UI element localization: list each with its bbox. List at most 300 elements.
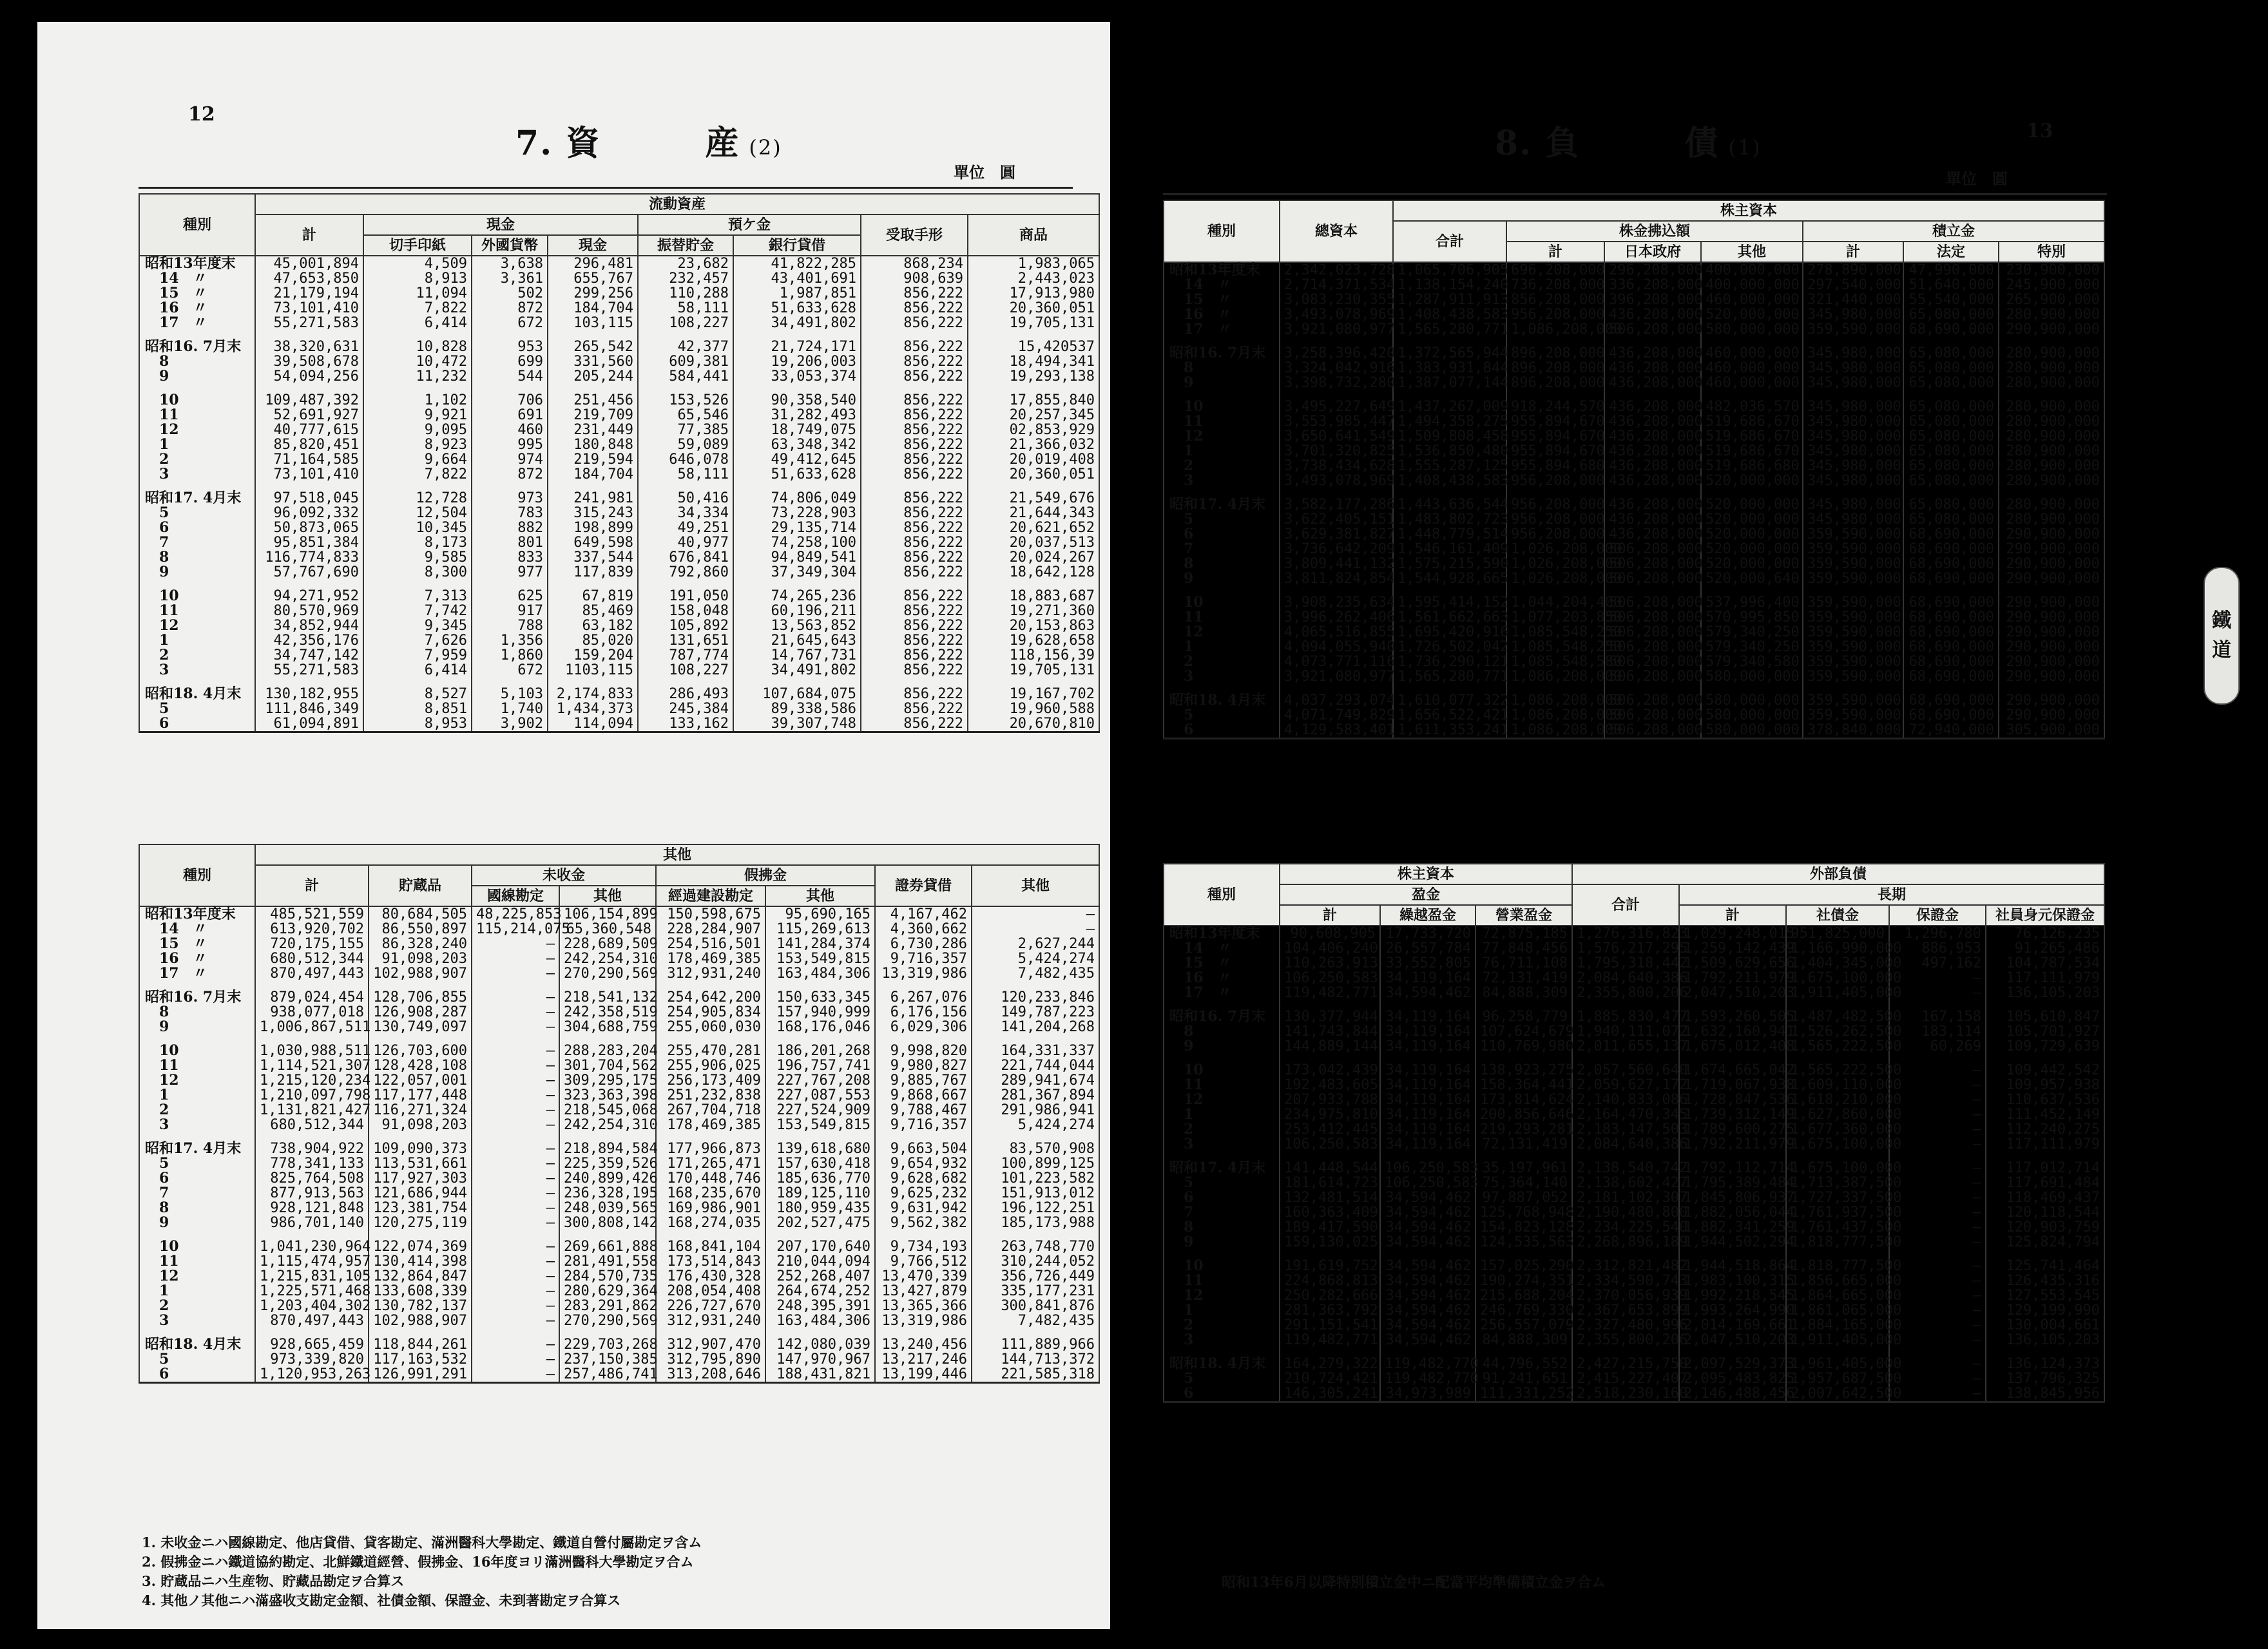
table-cell: 1,030,988,511 <box>255 1044 369 1058</box>
table-cell: 19,705,131 <box>968 316 1099 330</box>
table-cell: 833 <box>472 550 548 565</box>
table-cell: 180,848 <box>548 437 638 452</box>
table-row <box>1164 941 2104 956</box>
col-total: 計 <box>1803 242 1903 262</box>
table-cell: 210,724,421 <box>1280 1371 1380 1386</box>
table-row <box>1164 586 2104 595</box>
spacer-cell <box>255 1230 369 1239</box>
table-cell: — <box>1889 1161 1986 1176</box>
table-row <box>1164 1063 2104 1078</box>
col-category: 種別 <box>139 844 255 906</box>
table-cell: 3,582,177,286 <box>1280 497 1393 512</box>
table-cell: 121,686,944 <box>369 1186 472 1201</box>
table-cell: 146,305,241 <box>1280 1386 1380 1402</box>
table-cell: 104,787,534 <box>1986 956 2104 971</box>
table-cell: 506,208,000 <box>1604 571 1701 586</box>
spacer-cell <box>1280 1152 1380 1161</box>
table-row <box>1164 497 2104 512</box>
footnote-right: 昭和13年6月以降特別積立金中ニ配當平均準備積立金ヲ合ム <box>1222 1574 1606 1591</box>
table-cell: 75,364,140 <box>1475 1176 1572 1190</box>
table-cell: 250,282,666 <box>1280 1288 1380 1303</box>
table-cell: 151,913,012 <box>972 1186 1099 1201</box>
table-cell: 263,748,770 <box>972 1239 1099 1254</box>
table-cell: 18,883,687 <box>968 589 1099 604</box>
table-cell: 1,610,077,322 <box>1393 693 1506 708</box>
table-cell: 227,087,553 <box>765 1088 875 1103</box>
table-cell: 109,090,373 <box>369 1141 472 1156</box>
table-cell: 138,845,956 <box>1986 1386 2104 1402</box>
table-cell: 136,105,203 <box>1986 986 2104 1000</box>
table-cell: 6,730,286 <box>875 937 972 951</box>
table-row <box>139 1171 1099 1186</box>
table-cell: 345,980,000 <box>1803 459 1903 473</box>
table-cell: 256,173,409 <box>656 1073 765 1088</box>
table-cell: 200,856,646 <box>1475 1107 1572 1122</box>
table-cell: 65,080,000 <box>1903 307 1999 322</box>
table-cell: 48,225,853 <box>472 906 559 922</box>
table-row <box>139 1005 1099 1020</box>
table-cell: 20,360,051 <box>968 467 1099 482</box>
table-cell: 3,701,320,825 <box>1280 444 1393 459</box>
table-row <box>139 1313 1099 1328</box>
table-row <box>1164 610 2104 625</box>
table-cell: 436,208,000 <box>1604 429 1701 444</box>
table-cell: 7,959 <box>363 648 472 663</box>
table-cell: 34,119,164 <box>1380 1078 1475 1092</box>
spacer-cell <box>1999 390 2104 399</box>
table-row <box>139 990 1099 1005</box>
spacer-cell <box>548 330 638 339</box>
table-cell: 2,047,510,203 <box>1679 986 1786 1000</box>
table-cell: 1,210,097,798 <box>255 1088 369 1103</box>
row-label: 17 〃 <box>1164 322 1280 337</box>
table-cell: — <box>472 1254 559 1269</box>
table-cell: 8,527 <box>363 687 472 701</box>
table-cell: 1,443,636,544 <box>1393 497 1506 512</box>
table-row <box>1164 1273 2104 1288</box>
table-cell: 20,257,345 <box>968 408 1099 423</box>
table-cell: 47,990,000 <box>1903 262 1999 278</box>
table-cell: 1,882,056,044 <box>1679 1205 1786 1220</box>
table-cell: 65,080,000 <box>1903 429 1999 444</box>
table-cell: 65,546 <box>638 408 733 423</box>
row-label: 8 <box>139 1005 255 1020</box>
row-label: 1 <box>1164 444 1280 459</box>
table-cell: 1,372,565,944 <box>1393 346 1506 361</box>
table-cell: 288,283,204 <box>559 1044 656 1058</box>
table-cell: 2,370,056,939 <box>1572 1288 1679 1303</box>
table-row <box>1164 292 2104 307</box>
table-row <box>1164 337 2104 346</box>
col-construction: 經過建設勘定 <box>656 886 765 906</box>
table-cell: 105,892 <box>638 618 733 633</box>
row-label: 9 <box>1164 376 1280 390</box>
table-row <box>1164 654 2104 669</box>
table-cell: 2,014,169,661 <box>1679 1318 1786 1333</box>
table-cell: — <box>472 951 559 966</box>
table-cell: 1,077,203,850 <box>1506 610 1604 625</box>
table-cell: 19,293,138 <box>968 369 1099 384</box>
table-row <box>139 604 1099 618</box>
table-cell: 856,222 <box>861 423 968 437</box>
table-cell: 178,469,385 <box>656 951 765 966</box>
table-row <box>1164 390 2104 399</box>
table-cell: 65,080,000 <box>1903 361 1999 376</box>
table-cell: 34,119,164 <box>1380 1024 1475 1039</box>
table-cell: 39,307,748 <box>733 716 861 732</box>
table-cell: 6,267,076 <box>875 990 972 1005</box>
table-cell: 506,208,000 <box>1604 610 1701 625</box>
table-cell: 91,098,203 <box>369 1118 472 1132</box>
spacer-cell <box>1572 1250 1679 1259</box>
table-cell: 3,738,434,628 <box>1280 459 1393 473</box>
table-cell: 436,208,000 <box>1604 473 1701 488</box>
spacer-cell <box>968 384 1099 393</box>
table-cell: 4,037,293,074 <box>1280 693 1393 708</box>
table-cell: 580,000,000 <box>1701 708 1803 723</box>
table-cell: 34,594,462 <box>1380 986 1475 1000</box>
table-row <box>1164 414 2104 429</box>
spacer-cell <box>1604 586 1701 595</box>
table-cell: 2,183,147,503 <box>1572 1122 1679 1137</box>
row-label: 11 <box>1164 610 1280 625</box>
table-cell: — <box>1889 971 1986 986</box>
table-cell: 1,576,217,295 <box>1572 941 1679 956</box>
table-cell: 9,716,357 <box>875 951 972 966</box>
table-cell: 460,000,000 <box>1701 292 1803 307</box>
table-cell: 506,208,000 <box>1604 669 1701 684</box>
table-cell: 953 <box>472 339 548 354</box>
table-row <box>1164 1161 2104 1176</box>
spacer-cell <box>255 1328 369 1337</box>
table-cell: 110,637,536 <box>1986 1092 2104 1107</box>
table-cell: 345,980,000 <box>1803 376 1903 390</box>
table-cell: 297,540,000 <box>1803 278 1903 292</box>
table-cell: 1,993,264,990 <box>1679 1303 1786 1318</box>
table-cell: 1,448,779,514 <box>1393 527 1506 542</box>
row-label: 8 <box>139 550 255 565</box>
table-cell: 290,900,000 <box>1999 693 2104 708</box>
row-label: 昭和16. 7月末 <box>139 339 255 354</box>
table-cell: 132,864,847 <box>369 1269 472 1284</box>
table-cell: 579,340,250 <box>1701 625 1803 640</box>
table-cell: — <box>1889 986 1986 1000</box>
table-cell: 118,156,39 <box>968 648 1099 663</box>
spacer-cell <box>369 1328 472 1337</box>
table-cell: 1,677,360,000 <box>1786 1122 1889 1137</box>
table-cell: 14,767,731 <box>733 648 861 663</box>
table-cell: 1,561,662,663 <box>1393 610 1506 625</box>
table-cell: 290,900,000 <box>1999 654 2104 669</box>
row-label: 10 <box>139 393 255 408</box>
table-row <box>1164 361 2104 376</box>
table-cell: 73,101,410 <box>255 301 363 316</box>
table-cell: 269,661,888 <box>559 1239 656 1254</box>
row-label: 1 <box>139 1284 255 1299</box>
table-cell: 51,633,628 <box>733 301 861 316</box>
spacer-cell <box>875 1034 972 1044</box>
spacer-cell <box>733 384 861 393</box>
table-cell: 180,959,435 <box>765 1201 875 1215</box>
spacer-cell <box>1380 1000 1475 1009</box>
table-cell: 1,713,387,500 <box>1786 1176 1889 1190</box>
table-cell: 11,094 <box>363 286 472 301</box>
table-cell: 96,092,332 <box>255 506 363 520</box>
table-cell: 506,208,000 <box>1604 654 1701 669</box>
table-cell: 138,923,275 <box>1475 1063 1572 1078</box>
spacer-cell <box>1280 586 1393 595</box>
row-label: 7 <box>1164 1205 1280 1220</box>
table-cell: 280,900,000 <box>1999 376 2104 390</box>
table-cell: 9,664 <box>363 452 472 467</box>
row-label: 7 <box>139 535 255 550</box>
table-cell: 131,651 <box>638 633 733 648</box>
table-cell: 34,119,164 <box>1380 1009 1475 1024</box>
table-cell: 34,119,164 <box>1380 1107 1475 1122</box>
table-cell: 1,115,474,957 <box>255 1254 369 1269</box>
table-cell: 1,114,521,307 <box>255 1058 369 1073</box>
table-cell: 323,363,398 <box>559 1088 656 1103</box>
table-cell: 110,288 <box>638 286 733 301</box>
table-cell: 68,690,000 <box>1903 571 1999 586</box>
spacer-cell <box>1889 1348 1986 1357</box>
table-cell: 109,957,938 <box>1986 1078 2104 1092</box>
table-cell: 77,385 <box>638 423 733 437</box>
spacer-cell <box>875 1132 972 1141</box>
table-cell: 956,208,000 <box>1506 512 1604 527</box>
table-cell: 51,640,000 <box>1903 278 1999 292</box>
table-cell: 345,980,000 <box>1803 361 1903 376</box>
table-cell: 73,228,903 <box>733 506 861 520</box>
table-cell: 33,552,805 <box>1380 956 1475 971</box>
table-cell: 120,118,544 <box>1986 1205 2104 1220</box>
table-cell: 1,675,100,000 <box>1786 971 1889 986</box>
table-row <box>1164 926 2104 941</box>
spacer-cell <box>472 330 548 339</box>
table-cell: 1,026,208,000 <box>1506 542 1604 557</box>
table-cell: 231,449 <box>548 423 638 437</box>
table-cell: 917 <box>472 604 548 618</box>
table-row <box>1164 1220 2104 1235</box>
table-cell: 1,728,847,536 <box>1679 1092 1786 1107</box>
table-cell: 856,222 <box>861 467 968 482</box>
table-cell: 133,608,339 <box>369 1284 472 1299</box>
table-cell: 290,900,000 <box>1999 669 2104 684</box>
table-cell: 41,822,285 <box>733 256 861 271</box>
table-cell: 205,244 <box>548 369 638 384</box>
table-cell: 254,905,834 <box>656 1005 765 1020</box>
table-cell: 580,000,000 <box>1701 669 1803 684</box>
col-category: 種別 <box>1164 864 1280 926</box>
table-cell: 787,774 <box>638 648 733 663</box>
table-cell: 84,888,309 <box>1475 1333 1572 1348</box>
table-cell: 2,355,800,206 <box>1572 986 1679 1000</box>
table-cell: 519,686,670 <box>1701 444 1803 459</box>
table-cell: 856,222 <box>861 604 968 618</box>
table-cell: 96,258,779 <box>1475 1009 1572 1024</box>
table-cell: 5,424,274 <box>972 951 1099 966</box>
table-cell: 106,250,583 <box>1380 1176 1475 1190</box>
table-cell: 2,327,480,996 <box>1572 1318 1679 1333</box>
table-cell: 345,980,000 <box>1803 473 1903 488</box>
col-total: 計 <box>255 865 369 906</box>
table-cell: 40,777,615 <box>255 423 363 437</box>
table-row <box>1164 1250 2104 1259</box>
table-cell: 169,986,901 <box>656 1201 765 1215</box>
table-cell: 580,000,000 <box>1701 723 1803 739</box>
table-cell: 290,900,000 <box>1999 322 2104 337</box>
row-label: 12 <box>1164 625 1280 640</box>
table-cell: 163,484,306 <box>765 1313 875 1328</box>
table-row <box>139 922 1099 937</box>
row-label: 7 <box>139 1186 255 1201</box>
table-row <box>1164 693 2104 708</box>
table-cell: 226,727,670 <box>656 1299 765 1313</box>
table-cell: 21,645,643 <box>733 633 861 648</box>
table-cell: 520,000,000 <box>1701 557 1803 571</box>
col-government: 日本政府 <box>1604 242 1701 262</box>
table-cell: 281,491,558 <box>559 1254 656 1269</box>
table-row <box>139 565 1099 580</box>
col-total-capital: 總資本 <box>1280 200 1393 262</box>
table-cell: 896,208,000 <box>1506 361 1604 376</box>
table-cell: 84,888,309 <box>1475 986 1572 1000</box>
table-cell: 65,080,000 <box>1903 497 1999 512</box>
table-cell: 95,851,384 <box>255 535 363 550</box>
table-cell: 51,633,628 <box>733 467 861 482</box>
table-row <box>139 633 1099 648</box>
table-cell: 31,282,493 <box>733 408 861 423</box>
table-cell: 68,690,000 <box>1903 693 1999 708</box>
note-item: 1. 未收金ニハ國線勘定、他店貸借、貸客勘定、滿洲醫科大學勘定、鐵道自營付屬勘定ヲ含ム <box>142 1534 702 1550</box>
table-cell: — <box>472 1313 559 1328</box>
table-cell: 74,258,100 <box>733 535 861 550</box>
table-cell: 219,293,281 <box>1475 1122 1572 1137</box>
table-cell: 868,234 <box>861 256 968 271</box>
table-cell: 90,608,905 <box>1280 926 1380 941</box>
table-cell: 825,764,508 <box>255 1171 369 1186</box>
table-cell: 1,408,438,583 <box>1393 473 1506 488</box>
table-cell: 506,208,000 <box>1604 723 1701 739</box>
spacer-cell <box>1701 684 1803 693</box>
table-cell: 21,549,676 <box>968 491 1099 506</box>
table-cell: 5,103 <box>472 687 548 701</box>
table-cell: 1,138,154,240 <box>1393 278 1506 292</box>
table-cell: 792,860 <box>638 565 733 580</box>
table-cell: 3,809,441,132 <box>1280 557 1393 571</box>
table-row <box>1164 459 2104 473</box>
table-cell: 870,497,443 <box>255 966 369 981</box>
table-cell: 191,050 <box>638 589 733 604</box>
table-cell: 133,162 <box>638 716 733 732</box>
table-cell: 65,360,548 <box>559 922 656 937</box>
row-label: 2 <box>139 1103 255 1118</box>
col-operating: 營業盈金 <box>1475 905 1572 926</box>
table-cell: 219,594 <box>548 452 638 467</box>
table-cell: 4,509 <box>363 256 472 271</box>
row-label: 11 <box>1164 1273 1280 1288</box>
table-cell: 956,208,000 <box>1506 527 1604 542</box>
table-cell: 856,222 <box>861 286 968 301</box>
table-cell: 106,250,583 <box>1280 1137 1380 1152</box>
row-label: 2 <box>1164 1318 1280 1333</box>
table-cell: 106,250,583 <box>1280 971 1380 986</box>
table-cell: 102,988,907 <box>369 1313 472 1328</box>
table-cell: 34,852,944 <box>255 618 363 633</box>
table-cell: 1,992,218,545 <box>1679 1288 1786 1303</box>
spacer-cell <box>559 1328 656 1337</box>
row-label: 14 〃 <box>1164 278 1280 292</box>
table-cell: 34,119,164 <box>1380 971 1475 986</box>
table-cell: 520,000,000 <box>1701 497 1803 512</box>
table-cell: 127,553,545 <box>1986 1288 2104 1303</box>
spacer-cell <box>1572 1000 1679 1009</box>
table-cell: 37,349,304 <box>733 565 861 580</box>
spacer-cell <box>1803 684 1903 693</box>
table-cell: 280,900,000 <box>1999 346 2104 361</box>
table-cell: 68,690,000 <box>1903 708 1999 723</box>
table-cell: 345,980,000 <box>1803 444 1903 459</box>
spacer-cell <box>875 1328 972 1337</box>
table-cell: 280,900,000 <box>1999 444 2104 459</box>
row-label: 11 <box>1164 1078 1280 1092</box>
row-label: 5 <box>1164 708 1280 723</box>
spacer-cell <box>1786 1000 1889 1009</box>
spacer-cell <box>638 384 733 393</box>
table-cell: 120,233,846 <box>972 990 1099 1005</box>
table-cell: 436,208,000 <box>1604 414 1701 429</box>
table-cell: 65,080,000 <box>1903 459 1999 473</box>
table-cell: 8,173 <box>363 535 472 550</box>
table-cell: 436,208,000 <box>1604 444 1701 459</box>
row-label: 8 <box>1164 1024 1280 1039</box>
table-cell: 13,240,456 <box>875 1337 972 1352</box>
row-label: 8 <box>1164 1220 1280 1235</box>
table-cell: 896,208,000 <box>1506 376 1604 390</box>
spacer-cell <box>1280 390 1393 399</box>
row-label: 15 〃 <box>1164 956 1280 971</box>
table-cell: 928,121,848 <box>255 1201 369 1215</box>
table-cell: 738,904,922 <box>255 1141 369 1156</box>
table-cell: 856,208,000 <box>1506 292 1604 307</box>
table-cell: 186,201,268 <box>765 1044 875 1058</box>
table-row <box>1164 1024 2104 1039</box>
table-cell: 34,594,462 <box>1380 1273 1475 1288</box>
table-cell: 1,611,353,241 <box>1393 723 1506 739</box>
table-row <box>139 506 1099 520</box>
table-cell: 18,494,341 <box>968 354 1099 369</box>
spacer-cell <box>1280 1348 1380 1357</box>
table-cell: 290,900,000 <box>1999 527 2104 542</box>
table-cell: 167,158 <box>1889 1009 1986 1024</box>
table-cell: 147,970,967 <box>765 1352 875 1367</box>
row-label: 15 〃 <box>139 937 255 951</box>
liabilities-external-table <box>1163 863 2105 1403</box>
row-label: 5 <box>1164 1371 1280 1386</box>
table-cell: 65,080,000 <box>1903 473 1999 488</box>
row-label: 昭和13年度末 <box>1164 262 1280 278</box>
table-cell: 58,111 <box>638 467 733 482</box>
table-cell: 94,271,952 <box>255 589 363 604</box>
table-cell: 153,549,815 <box>765 1118 875 1132</box>
spacer-cell <box>472 580 548 589</box>
table-row <box>139 1044 1099 1058</box>
table-cell: — <box>472 937 559 951</box>
spacer-cell <box>559 1230 656 1239</box>
table-cell: 286,493 <box>638 687 733 701</box>
table-cell: 995 <box>472 437 548 452</box>
spacer-cell <box>255 1132 369 1141</box>
